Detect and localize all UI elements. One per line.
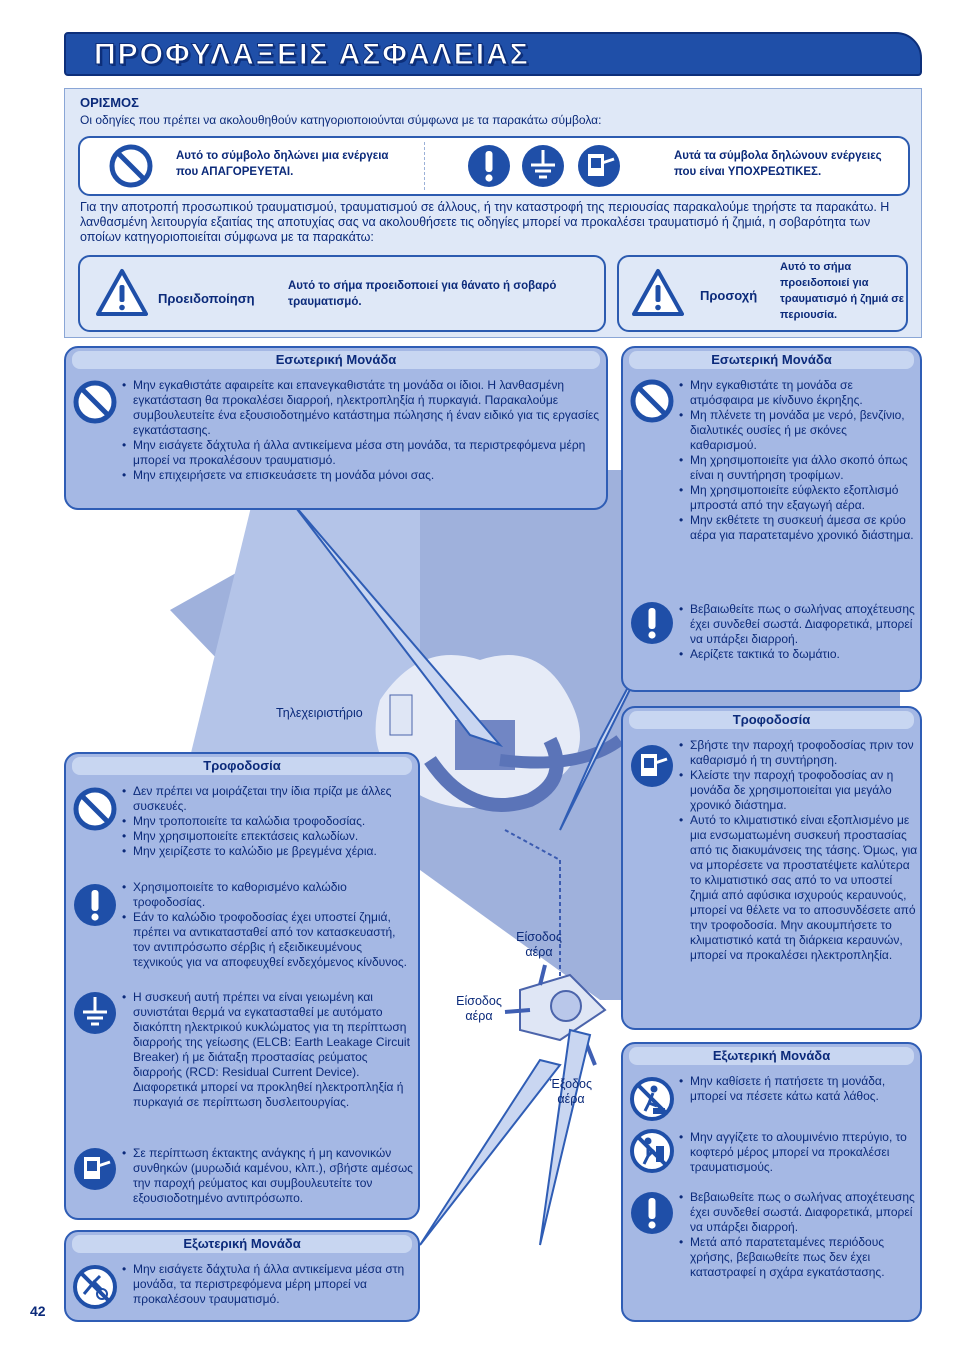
list-item: • Μετά από παρατεταμένες περιόδους χρήσης, βεβαιωθείτε πως δεν έχει καταστραφεί η σχάρα εγκατάστασης. bbox=[679, 1235, 919, 1280]
bullet-list bbox=[679, 378, 915, 543]
list-item: • Δεν πρέπει να μοιράζεται την ίδια πρίζα με άλλες συσκευές. bbox=[122, 784, 414, 814]
list-item: • Βεβαιωθείτε πως ο σωλήνας αποχέτευσης έχει συνδεθεί σωστά. Διαφορετικά, μπορεί να υπάρξει διαρροή. bbox=[679, 602, 915, 647]
list-item: • Αερίζετε τακτικά το δωμάτιο. bbox=[679, 647, 915, 662]
panel-heading: Τροφοδοσία bbox=[629, 711, 914, 729]
list-item: • Μην εγκαθιστάτε τη μονάδα σε ατμόσφαιρα με κίνδυνο έκρηξης. bbox=[679, 378, 915, 408]
prohibited-icon bbox=[629, 378, 675, 424]
bullet-list bbox=[122, 880, 414, 970]
mandatory-icon bbox=[629, 600, 675, 646]
bullet-list bbox=[679, 1130, 919, 1175]
mandatory-text: Αυτά τα σύμβολα δηλώνουν ενέργειες που είναι ΥΠΟΧΡΕΩΤΙΚΕΣ. bbox=[674, 150, 882, 178]
panel-outdoor-left bbox=[64, 1230, 420, 1322]
list-item: • Μην εισάγετε δάχτυλα ή άλλα αντικείμενα μέσα στη μονάδα, τα περιστρεφόμενα μέρη μπορεί να προκαλέσουν τραυματισμό. bbox=[122, 438, 600, 468]
definition-paragraph: Για την αποτροπή προσωπικού τραυματισμού, τραυματισμού σε άλλους, ή την καταστροφή της περιουσίας παρακαλούμε τηρήστε τα παρακάτω. Η λανθασμένη λειτουργία εξαιτίας της αποτυχίας σας να ακολουθήσετε τις οδηγίες μπορεί να προκαλέσει τραυματισμό ή ζημιά, η σοβαρότητα των οποίων κατηγοριοποιείται σύμφωνα με τα παρακάτω: bbox=[80, 200, 890, 244]
list-item: • Μην αγγίζετε το αλουμινένιο πτερύγιο, το κοφτερό μέρος μπορεί να προκαλέσει τραυματισμούς. bbox=[679, 1130, 919, 1175]
panel-power-right bbox=[621, 706, 922, 1030]
list-item: • Μη χρησιμοποιείτε για άλλο σκοπό όπως είναι η συντήρηση τροφίμων. bbox=[679, 453, 915, 483]
list-item: • Μην επιχειρήσετε να επισκευάσετε τη μονάδα μόνοι σας. bbox=[122, 468, 600, 483]
prohibited-text: Αυτό το σύμβολο δηλώνει μια ενέργεια που ΑΠΑΓΟΡΕΥΕΤΑΙ. bbox=[176, 150, 389, 178]
list-item: • Σβήστε την παροχή τροφοδοσίας πριν τον καθαρισμό ή τη συντήρηση. bbox=[679, 738, 919, 768]
no-touch-fin-icon bbox=[629, 1128, 675, 1174]
no-climbing-icon bbox=[629, 1076, 675, 1122]
panel-heading: Εξωτερική Μονάδα bbox=[72, 1235, 412, 1253]
prohibited-icon bbox=[72, 379, 118, 425]
list-item: • Μην χειρίζεστε το καλώδιο με βρεγμένα χέρια. bbox=[122, 844, 414, 859]
panel-outdoor-right bbox=[621, 1042, 922, 1322]
panel-heading: Εξωτερική Μονάδα bbox=[629, 1047, 914, 1065]
panel-heading: Εσωτερική Μονάδα bbox=[72, 351, 600, 369]
remote-control-label: Τηλεχειριστήριο bbox=[276, 706, 363, 720]
list-item: • Μην εγκαθιστάτε αφαιρείτε και επανεγκαθιστάτε τη μονάδα οι ίδιοι. Η λανθασμένη εγκατάσταση θα προκαλέσει διαρροή, ηλεκτροπληξία ή πυρκαγιά. Παρακαλούμε συμβουλευτείτε ένα εξουσιοδοτημένο κατάστημα πώλησης ή έναν ειδικό για τις εργασίες εγκατάστασης. bbox=[122, 378, 600, 438]
list-item: • Μην καθίσετε ή πατήσετε τη μονάδα, μπορεί να πέσετε κάτω κατά λάθος. bbox=[679, 1074, 919, 1104]
panel-indoor-right bbox=[621, 346, 922, 692]
bullet-list bbox=[679, 1190, 919, 1280]
bullet-list bbox=[122, 1262, 414, 1307]
ground-icon bbox=[72, 990, 118, 1036]
unplug-icon bbox=[72, 1146, 118, 1192]
panel-indoor-left bbox=[64, 346, 608, 510]
bullet-list bbox=[122, 378, 600, 483]
list-item: • Μην εισάγετε δάχτυλα ή άλλα αντικείμενα μέσα στη μονάδα, τα περιστρεφόμενα μέρη μπορεί να προκαλέσουν τραυματισμό. bbox=[122, 1262, 414, 1307]
air-inlet-label-2: Είσοδος αέρα bbox=[456, 994, 502, 1023]
panel-power-left bbox=[64, 752, 420, 1220]
caution-label: Προσοχή bbox=[700, 288, 758, 303]
air-outlet-label: Έξοδος αέρα bbox=[550, 1077, 592, 1106]
caution-text: Αυτό το σήμα προειδοποιεί για τραυματισμό ή ζημιά σε περιουσία. bbox=[780, 261, 905, 321]
no-fingers-icon bbox=[72, 1264, 118, 1310]
list-item: • Μην εκθέτετε τη συσκευή άμεσα σε κρύο αέρα για παρατεταμένο χρονικό διάστημα. bbox=[679, 513, 915, 543]
mandatory-icon bbox=[72, 882, 118, 928]
bullet-list bbox=[122, 784, 414, 859]
definition-heading: ΟΡΙΣΜΟΣ bbox=[80, 95, 139, 110]
panel-heading: Εσωτερική Μονάδα bbox=[629, 351, 914, 369]
unplug-icon bbox=[629, 743, 675, 789]
bullet-list bbox=[122, 1146, 414, 1206]
bullet-list bbox=[122, 990, 414, 1110]
definition-intro: Οι οδηγίες που πρέπει να ακολουθηθούν κατηγοριοποιούνται σύμφωνα με τα παρακάτω σύμβολα: bbox=[80, 113, 602, 127]
page-number: 42 bbox=[30, 1303, 46, 1319]
warning-text: Αυτό το σήμα προειδοποιεί για θάνατο ή σοβαρό τραυματισμό. bbox=[288, 280, 557, 308]
prohibited-icon bbox=[72, 786, 118, 832]
list-item: • Σε περίπτωση έκτακτης ανάγκης ή μη κανονικών συνθηκών (μυρωδιά καμένου, κλπ.), σβήστε αμέσως την παροχή ρεύματος και συμβουλευτείτε τον εξουσιοδοτημένο αντιπρόσωπο. bbox=[122, 1146, 414, 1206]
warning-label: Προειδοποίηση bbox=[158, 291, 255, 306]
list-item: • Μην χρησιμοποιείτε επεκτάσεις καλωδίων. bbox=[122, 829, 414, 844]
list-item: • Χρησιμοποιείτε το καθορισμένο καλώδιο τροφοδοσίας. bbox=[122, 880, 414, 910]
list-item: • Μη πλένετε τη μονάδα με νερό, βενζίνιο, διαλυτικές ουσίες ή με σκόνες καθαρισμού. bbox=[679, 408, 915, 453]
list-item: • Μη χρησιμοποιείτε εύφλεκτο εξοπλισμό μπροστά από την εξαγωγή αέρα. bbox=[679, 483, 915, 513]
list-item: • Εάν το καλώδιο τροφοδοσίας έχει υποστεί ζημιά, πρέπει να αντικατασταθεί από τον κατασκευαστή, τον αντιπρόσωπο σέρβις ή εξειδικευμένους τεχνικούς για να αποφευχθεί ενδεχόμενος κίνδυνος. bbox=[122, 910, 414, 970]
list-item: • Αυτό το κλιματιστικό είναι εξοπλισμένο με μια ενσωματωμένη συσκευή προστασίας από τις διακυμάνσεις της τάσης. Όμως, για να μπορέσετε να προστατέψετε καλύτερα το κλιματιστικό σας από το να υποστεί ζημιά από αφύσικα ισχυρούς κεραυνούς, μπορεί να θέλετε να το αποσυνδέσετε από την τροφοδοσία. Μην ακουμπήσετε το κλιματιστικό κατά τη διάρκεια κεραυνών, μπορεί να προκαλέσει ηλεκτροπληξία. bbox=[679, 813, 919, 963]
bullet-list bbox=[679, 602, 915, 662]
list-item: • Βεβαιωθείτε πως ο σωλήνας αποχέτευσης έχει συνδεθεί σωστά. Διαφορετικά, μπορεί να υπάρξει διαρροή. bbox=[679, 1190, 919, 1235]
bullet-list bbox=[679, 1074, 919, 1104]
mandatory-icon bbox=[629, 1190, 675, 1236]
panel-heading: Τροφοδοσία bbox=[72, 757, 412, 775]
page-title: ΠΡΟΦΥΛΑΞΕΙΣ ΑΣΦΑΛΕΙΑΣ bbox=[94, 38, 530, 71]
list-item: • Η συσκευή αυτή πρέπει να είναι γειωμένη και συνιστάται θερμά να εγκατασταθεί με αυτόματο διακόπτη ηλεκτρικού κυκλώματος για τη περίπτωση διαρροής της γείωσης (ELCB: Earth Leakage Circuit Breaker) ή με διάταξη προστασίας ρεύματος διαρροής (RCD: Residual Current Device). Διαφορετικά μπορεί να προκληθεί ηλεκτροπληξία ή πυρκαγιά σε περίπτωση δυσλειτουργίας. bbox=[122, 990, 414, 1110]
bullet-list bbox=[679, 738, 919, 963]
air-inlet-label-1: Είσοδος αέρα bbox=[516, 930, 562, 959]
list-item: • Μην τροποποιείτε τα καλώδια τροφοδοσίας. bbox=[122, 814, 414, 829]
list-item: • Κλείστε την παροχή τροφοδοσίας αν η μονάδα δε χρησιμοποιείται για μεγάλο χρονικό διάστημα. bbox=[679, 768, 919, 813]
